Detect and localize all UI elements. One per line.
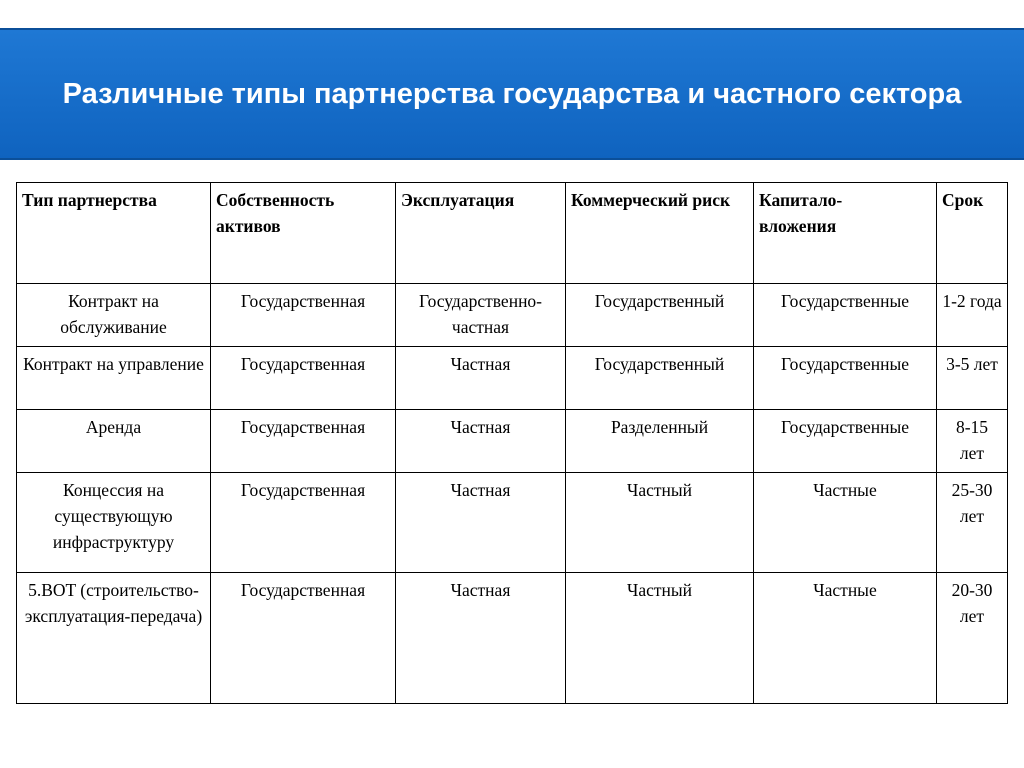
cell-asset-ownership: Государственная bbox=[211, 473, 396, 573]
table-row bbox=[17, 473, 1008, 573]
cell-partnership-type: Аренда bbox=[17, 410, 211, 473]
slide-title: Различные типы партнерства государства и частного сектора bbox=[62, 78, 962, 110]
cell-operation: Частная bbox=[396, 573, 566, 704]
cell-capital-investment: Государственные bbox=[754, 284, 937, 347]
cell-asset-ownership: Государственная bbox=[211, 284, 396, 347]
header-commercial-risk: Коммерческий риск bbox=[566, 183, 754, 284]
cell-asset-ownership: Государственная bbox=[211, 573, 396, 704]
header-asset-ownership: Собственность активов bbox=[211, 183, 396, 284]
cell-term: 20-30 лет bbox=[937, 573, 1008, 704]
cell-asset-ownership: Государственная bbox=[211, 347, 396, 410]
cell-commercial-risk: Частный bbox=[566, 573, 754, 704]
cell-partnership-type: Концессия на существующую инфраструктуру bbox=[17, 473, 211, 573]
header-operation: Эксплуатация bbox=[396, 183, 566, 284]
header-capital-investment: Капитало- вложения bbox=[754, 183, 937, 284]
cell-term: 3-5 лет bbox=[937, 347, 1008, 410]
cell-partnership-type: Контракт на обслуживание bbox=[17, 284, 211, 347]
cell-capital-investment: Частные bbox=[754, 473, 937, 573]
cell-operation: Частная bbox=[396, 473, 566, 573]
cell-capital-investment: Государственные bbox=[754, 410, 937, 473]
cell-term: 8-15 лет bbox=[937, 410, 1008, 473]
title-banner bbox=[0, 28, 1024, 160]
table-row bbox=[17, 573, 1008, 704]
header-partnership-type: Тип партнерства bbox=[17, 183, 211, 284]
cell-capital-investment: Частные bbox=[754, 573, 937, 704]
header-term: Срок bbox=[937, 183, 1008, 284]
cell-commercial-risk: Частный bbox=[566, 473, 754, 573]
cell-commercial-risk: Государственный bbox=[566, 347, 754, 410]
cell-asset-ownership: Государственная bbox=[211, 410, 396, 473]
cell-operation: Частная bbox=[396, 410, 566, 473]
partnership-table bbox=[16, 182, 1008, 704]
cell-term: 25-30 лет bbox=[937, 473, 1008, 573]
table-row bbox=[17, 284, 1008, 347]
cell-partnership-type: Контракт на управление bbox=[17, 347, 211, 410]
cell-capital-investment: Государственные bbox=[754, 347, 937, 410]
cell-partnership-type: 5.BOT (строительство-эксплуатация-передача) bbox=[17, 573, 211, 704]
cell-operation: Частная bbox=[396, 347, 566, 410]
table-header-row bbox=[17, 183, 1008, 284]
cell-operation: Государственно-частная bbox=[396, 284, 566, 347]
table-row bbox=[17, 347, 1008, 410]
cell-term: 1-2 года bbox=[937, 284, 1008, 347]
table-row bbox=[17, 410, 1008, 473]
cell-commercial-risk: Разделенный bbox=[566, 410, 754, 473]
cell-commercial-risk: Государственный bbox=[566, 284, 754, 347]
